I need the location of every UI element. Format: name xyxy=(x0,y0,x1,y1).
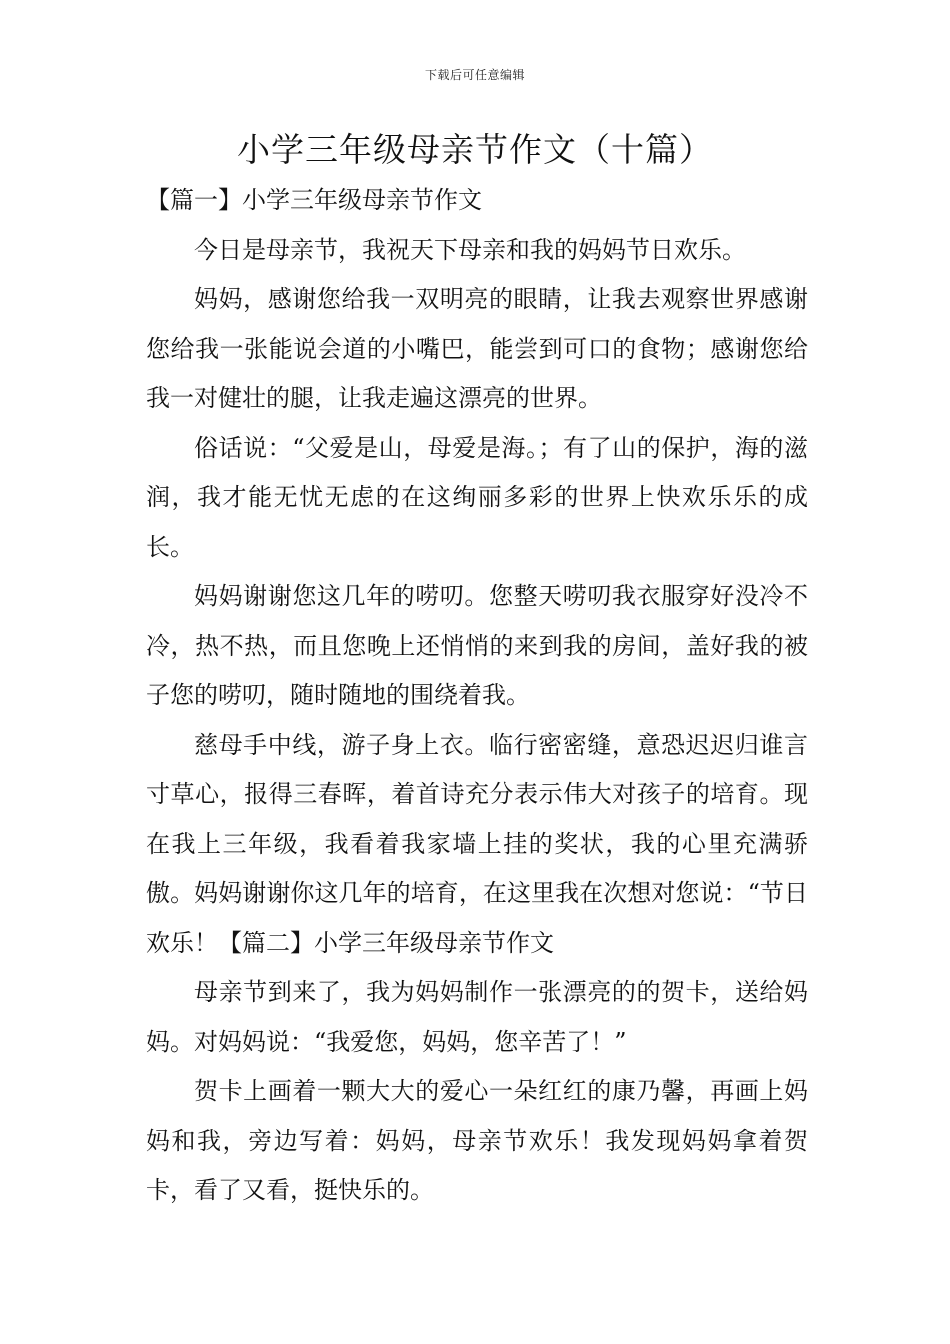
paragraph: 贺卡上画着一颗大大的爱心一朵红红的康乃馨，再画上妈妈和我，旁边写着：妈妈，母亲节欢乐！我发现妈妈拿着贺卡，看了又看，挺快乐的。 xyxy=(146,1077,808,1204)
paragraph: 俗话说：“父爱是山，母爱是海。；有了山的保护，海的滋润，我才能无忧无虑的在这绚丽多彩的世界上快欢乐乐的成长。 xyxy=(146,433,808,561)
page-header-note: 下载后可任意编辑 xyxy=(424,68,525,82)
paragraph: 妈妈，感谢您给我一双明亮的眼睛，让我去观察世界感谢您给我一张能说会道的小嘴巴，能尝到可口的食物；感谢您给我一对健壮的腿，让我走遍这漂亮的世界。 xyxy=(146,285,808,412)
paragraph: 慈母手中线，游子身上衣。临行密密缝，意恐迟迟归谁言寸草心，报得三春晖，着首诗充分表示伟大对孩子的培育。现在我上三年级，我看着我家墙上挂的奖状，我的心里充满骄傲。妈妈谢谢你这几年的培育，在这里我在次想对您说：“节日欢乐！【篇二】小学三年级母亲节作文 xyxy=(146,730,808,957)
document-title: 小学三年级母亲节作文（十篇） xyxy=(237,130,713,169)
paragraph: 今日是母亲节，我祝天下母亲和我的妈妈节日欢乐。 xyxy=(194,235,746,264)
paragraph: 妈妈谢谢您这几年的唠叨。您整天唠叨我衣服穿好没冷不冷，热不热，而且您晚上还悄悄的来到我的房间，盖好我的被子您的唠叨，随时随地的围绕着我。 xyxy=(146,582,808,709)
section-heading-1: 【篇一】小学三年级母亲节作文 xyxy=(146,186,482,214)
document-body xyxy=(146,176,808,1216)
paragraph: 母亲节到来了，我为妈妈制作一张漂亮的的贺卡，送给妈妈。对妈妈说：“我爱您，妈妈，您辛苦了！” xyxy=(146,978,808,1056)
